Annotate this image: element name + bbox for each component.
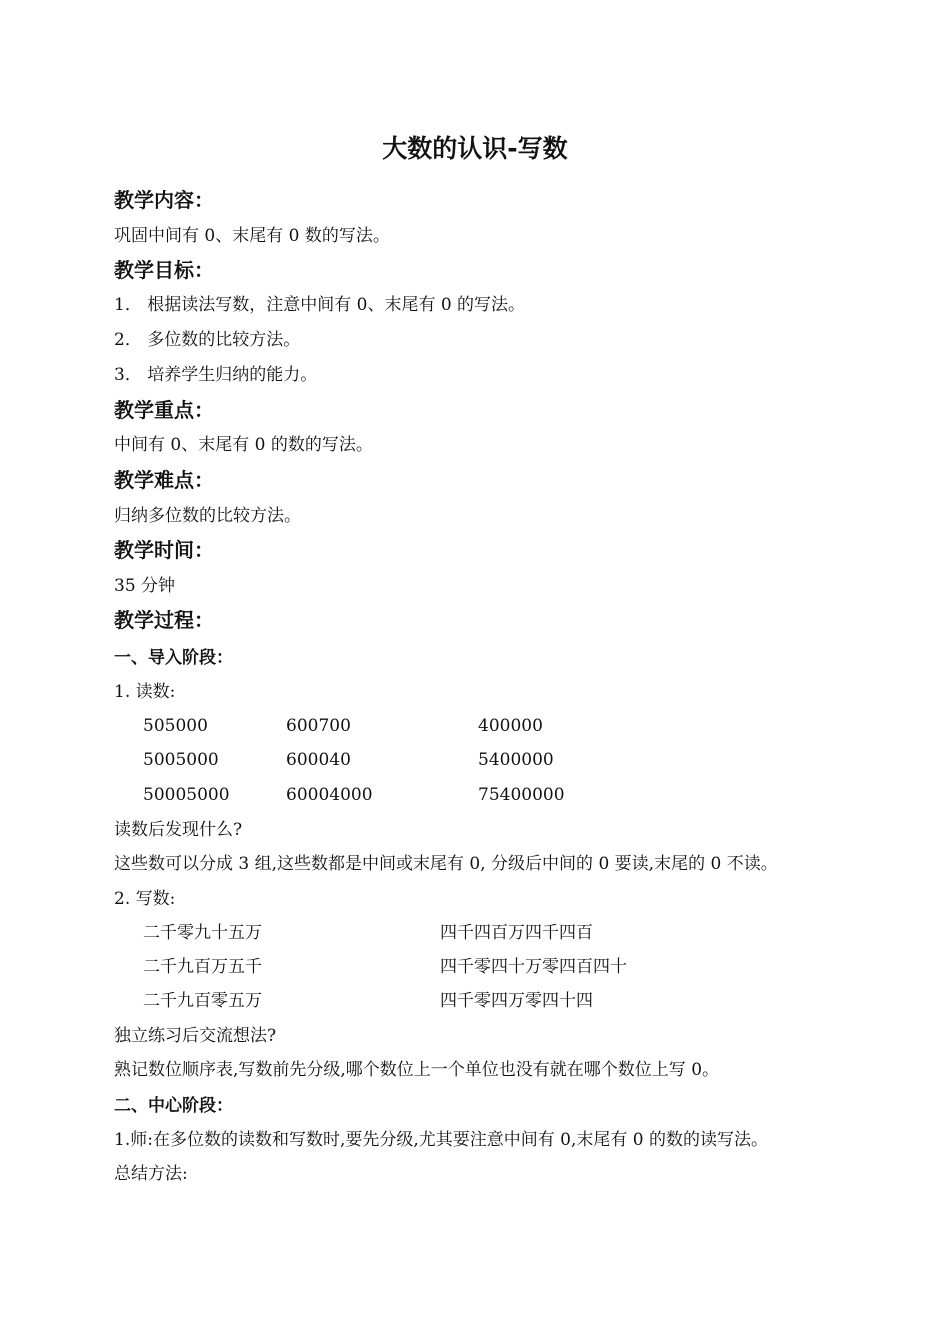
write-word: 二千九百万五千 [143, 957, 262, 977]
write-word: 四千零四万零四十四 [440, 991, 593, 1011]
difficulty-heading: 教学难点： [114, 468, 214, 492]
content-text: 巩固中间有 0、末尾有 0 数的写法。 [114, 226, 390, 246]
write-word: 二千九百零五万 [143, 991, 262, 1011]
process-heading: 教学过程： [114, 608, 214, 632]
content-heading: 教学内容： [114, 188, 214, 212]
goal-item: 3． 培养学生归纳的能力。 [114, 365, 318, 385]
goal-item: 2． 多位数的比较方法。 [114, 330, 301, 350]
read-number: 5005000 [143, 750, 219, 770]
stage1-heading: 一、导入阶段： [114, 648, 233, 668]
read-number: 75400000 [478, 785, 565, 805]
key-heading: 教学重点： [114, 398, 214, 422]
read-label: 1. 读数: [114, 682, 176, 702]
key-text: 中间有 0、末尾有 0 的数的写法。 [114, 435, 373, 455]
write-word: 四千四百万四千四百 [440, 923, 593, 943]
time-heading: 教学时间： [114, 538, 214, 562]
read-question: 读数后发现什么? [114, 820, 243, 840]
read-number: 600700 [286, 716, 351, 736]
write-label: 2. 写数: [114, 889, 176, 909]
write-word: 四千零四十万零四百四十 [440, 957, 627, 977]
read-number: 505000 [143, 716, 208, 736]
read-number: 5400000 [478, 750, 554, 770]
read-number: 600040 [286, 750, 351, 770]
goals-heading: 教学目标： [114, 258, 214, 282]
write-word: 二千零九十五万 [143, 923, 262, 943]
summary-label: 总结方法: [114, 1164, 188, 1184]
goal-item: 1． 根据读法写数，注意中间有 0、末尾有 0 的写法。 [114, 295, 526, 315]
write-question: 独立练习后交流想法? [114, 1026, 277, 1046]
page-title: 大数的认识-写数 [382, 134, 568, 163]
read-number: 50005000 [143, 785, 230, 805]
stage2-heading: 二、中心阶段： [114, 1096, 233, 1116]
time-text: 35 分钟 [114, 576, 176, 596]
read-number: 60004000 [286, 785, 373, 805]
write-answer: 熟记数位顺序表,写数前先分级,哪个数位上一个单位也没有就在哪个数位上写 0。 [114, 1060, 720, 1080]
read-number: 400000 [478, 716, 543, 736]
stage2-text: 1.师:在多位数的读数和写数时,要先分级,尤其要注意中间有 0,末尾有 0 的数的读写法。 [114, 1130, 769, 1150]
difficulty-text: 归纳多位数的比较方法。 [114, 506, 301, 526]
read-answer: 这些数可以分成 3 组,这些数都是中间或末尾有 0, 分级后中间的 0 要读,末尾的 0 不读。 [114, 854, 778, 874]
